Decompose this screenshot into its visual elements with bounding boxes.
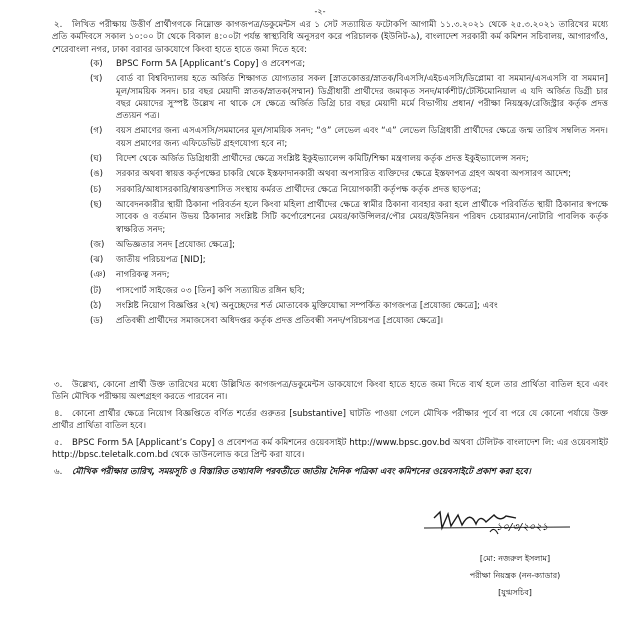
paragraph-text: কোনো প্রার্থীর ক্ষেত্রে নিয়োগ বিজ্ঞপ্তিতে বর্ণিত শর্তের গুরুতর [substantive] ঘাটতি পাওয়া গেলে মৌখিক পরীক্ষার পূর্বে বা পরে যে কোনো পর্যায়ে উক্ত প্রার্থীর প্রার্থিতা বাতিল হবে। <box>52 409 608 432</box>
paragraph-number: ৬. <box>54 467 63 477</box>
list-item-label: (ঘ) <box>90 154 103 165</box>
paragraph-number: ৪. <box>54 409 63 419</box>
list-item <box>90 269 608 281</box>
list-item-text: প্রতিবন্ধী প্রার্থীদের সমাজসেবা অধিদপ্তর কর্তৃক প্রদত্ত প্রতিবন্ধী সনদ/পরিচয়পত্র [প্রযোজ্য ক্ষেত্রে]। <box>116 316 444 327</box>
list-item-label: (ড) <box>90 316 104 327</box>
paragraph-number: ৫. <box>54 438 63 448</box>
paragraph-4 <box>52 408 608 433</box>
list-item-text: অভিজ্ঞতার সনদ [প্রযোজ্য ক্ষেত্রে]; <box>116 239 236 250</box>
list-item-text: সংশ্লিষ্ট নিয়োগ বিজ্ঞপ্তির ২(খ) অনুচ্ছেদের শর্ত মোতাবেক মুক্তিযোদ্ধা সম্পর্কিত কাগজপত্র [প্রযোজ্য ক্ষেত্রে]; এবং <box>116 301 498 312</box>
list-item <box>90 153 608 165</box>
list-item-label: (ছ) <box>90 199 102 210</box>
list-item-label: (গ) <box>90 126 103 137</box>
list-item-label: (খ) <box>90 74 103 85</box>
list-item-label: (ঠ) <box>90 301 102 312</box>
list-item <box>90 184 608 196</box>
paragraph-5 <box>52 437 608 462</box>
list-item <box>90 73 608 122</box>
list-item-label: (ট) <box>90 285 102 296</box>
list-item-text: বয়স প্রমাণের জন্য এসএসসি/সমমানের মূল/সাময়িক সনদ; “ও” লেভেল এবং “এ” লেভেল ডিগ্রিধারী প্রার্থীদের ক্ষেত্রে জন্ম তারিখ সম্বলিত সনদ। বয়স প্রমাণের জন্য এফিডেভিট গ্রহণযোগ্য হবে না; <box>116 126 608 149</box>
list-item <box>90 239 608 251</box>
paragraph-number: ৩. <box>54 380 63 390</box>
page-number: -২- <box>314 7 326 16</box>
list-item-text: নাগরিকত্ব সনদ; <box>116 270 170 281</box>
list-item-label: (ঝ) <box>90 255 104 266</box>
list-item-text: জাতীয় পরিচয়পত্র [NID]; <box>116 255 206 266</box>
list-item-text: BPSC Form 5A [Applicant’s Copy] ও প্রবেশপত্র; <box>116 59 306 69</box>
signatory-designation: পরীক্ষা নিয়ন্ত্রক (নন-ক্যাডার) <box>469 571 561 580</box>
list-item-text: আবেদনকারীর স্থায়ী ঠিকানা পরিবর্তন হলে কিংবা মহিলা প্রার্থীদের ক্ষেত্রে স্বামীর ঠিকানা ব্যবহার করা হলে প্রার্থীকে পরিবর্তিত স্থায়ী ঠিকানার স্বপক্ষে সাবেক ও বর্তমান উভয় ঠিকানার সংশ্লিষ্ট সিটি কর্পোরেশনের মেয়র/কাউন্সিলর/পৌর মেয়র/ইউনিয়ন পরিষদ চেয়ারম্যান/নোটারি পাবলিক কর্তৃক স্বাক্ষরিত সনদ; <box>116 199 608 235</box>
list-item-text: বিদেশ থেকে অর্জিত ডিগ্রিধারী প্রার্থীদের ক্ষেত্রে সংশ্লিষ্ট ইকুইভ্যালেন্স কমিটি/শিক্ষা মন্ত্রণালয় কর্তৃক প্রদত্ত ইকুইভ্যালেন্স সনদ; <box>116 154 529 165</box>
signatory-rank: [যুগ্মসচিব] <box>498 588 532 597</box>
list-item-label: (ক) <box>90 59 103 69</box>
list-item-text: সরকারি/আধাসরকারি/স্বায়ত্তশাসিত সংস্থায় কর্মরত প্রার্থীদের ক্ষেত্রে নিয়োগকারী কর্তৃপক্ষ কর্তৃক প্রদত্ত ছাড়পত্র; <box>116 184 482 195</box>
paragraph-2 <box>52 19 608 56</box>
list-item <box>90 125 608 150</box>
paragraph-text: BPSC Form 5A [Applicant’s Copy] ও প্রবেশপত্র কর্ম কমিশনের ওয়েবসাইট http://www.bpsc.gov.bd অথবা টেলিটক বাংলাদেশ লি: এর ওয়েবসাইট http://bpsc.teletalk.com.bd থেকে ডাউনলোড করে প্রিন্ট করা যাবে। <box>52 438 608 461</box>
list-item <box>90 300 608 312</box>
paragraph-text: মৌখিক পরীক্ষার তারিখ, সময়সূচি ও বিস্তারিত তথ্যাবলি পরবর্তীতে জাতীয় দৈনিক পত্রিকা এবং কমিশনের ওয়েবসাইটে প্রকাশ করা হবে। <box>72 467 531 477</box>
list-item-text: পাসপোর্ট সাইজের ০৩ [তিন] কপি সত্যায়িত রঙ্গিন ছবি; <box>116 285 305 296</box>
paragraph-text: লিখিত পরীক্ষায় উত্তীর্ণ প্রার্থীগণকে নিম্নোক্ত কাগজপত্র/ডকুমেন্টস এর ১ সেট সত্যায়িত ফটোকপি আগামী ১১.৩.২০২১ থেকে ২৫.৩.২০২১ তারিখের মধ্যে প্রতি কর্মদিবসে সকাল ১০:০০ টা থেকে বিকাল ৪:০০টা পর্যন্ত স্বাস্থ্যবিধি অনুসরণ করে পরিচালক (ইউনিট-৯), বাংলাদেশ সরকারী কর্ম কমিশন সচিবালয়, আগারগাঁও, শেরেবাংলা নগর, ঢাকা বরাবর ডাকযোগে কিংবা হাতে হাতে জমা দিতে হবে: <box>52 20 608 55</box>
paragraph-3 <box>52 379 608 404</box>
list-item-label: (ঙ) <box>90 169 104 180</box>
paragraph-number: ২. <box>54 20 63 30</box>
paragraph-6 <box>52 466 608 478</box>
list-item-label: (ঞ) <box>90 270 106 281</box>
list-item <box>90 58 608 70</box>
list-item-text: বোর্ড বা বিশ্ববিদ্যালয় হতে অর্জিত শিক্ষাগত যোগ্যতার সকল [স্নাতকোত্তর/স্নাতক/বিএসসি/এইচএসসি/ডিপ্লোমা বা সমমান/এসএসসি বা সমমান] মূল/সাময়িক সনদ। চার বছর মেয়াদী স্নাতক/স্নাতক(সম্মান) ডিগ্রীধারী প্রার্থীদের জমাকৃত সনদ/মার্কশীট/টেস্টিমোনিয়াল এ যদি অর্জিত ডিগ্রী চার বছর মেয়াদের সুস্পষ্ট উল্লেখ না থাকে সে ক্ষেত্রে অর্জিত ডিগ্রি চার বছর মেয়াদী মর্মে বিভাগীয় প্রধান/ পরীক্ষা নিয়ন্ত্রক/রেজিস্ট্রার কর্তৃক প্রদত্ত প্রত্যয়ন পত্র। <box>116 74 608 122</box>
signature-date: ১০/৩/২০২১ <box>495 522 549 533</box>
list-item <box>90 199 608 236</box>
list-item-text: সরকার অথবা স্বায়ত্ত কর্তৃপক্ষের চাকরি থেকে ইস্তফাদানকারী অথবা অপসারিত ব্যক্তিদের ক্ষেত্রে ইস্তফাপত্র গ্রহণ অথবা অপসারণ আদেশ; <box>116 169 572 180</box>
list-item <box>90 254 608 266</box>
paragraph-text: উল্লেখ্য, কোনো প্রার্থী উক্ত তারিখের মধ্যে উল্লিখিত কাগজপত্র/ডকুমেন্টস ডাকযোগে কিংবা হাতে হাতে জমা দিতে ব্যর্থ হলে তার প্রার্থিতা বাতিল হবে এবং তিনি মৌখিক পরীক্ষায় অংশগ্রহণ করতে পারবেন না। <box>52 380 608 403</box>
list-item-label: (জ) <box>90 239 105 250</box>
list-item <box>90 315 608 327</box>
list-item <box>90 285 608 297</box>
list-item <box>90 168 608 180</box>
list-item-label: (চ) <box>90 184 102 195</box>
signatory-name: [মো: নজরুল ইসলাম] <box>479 554 551 563</box>
document-list <box>90 58 608 328</box>
